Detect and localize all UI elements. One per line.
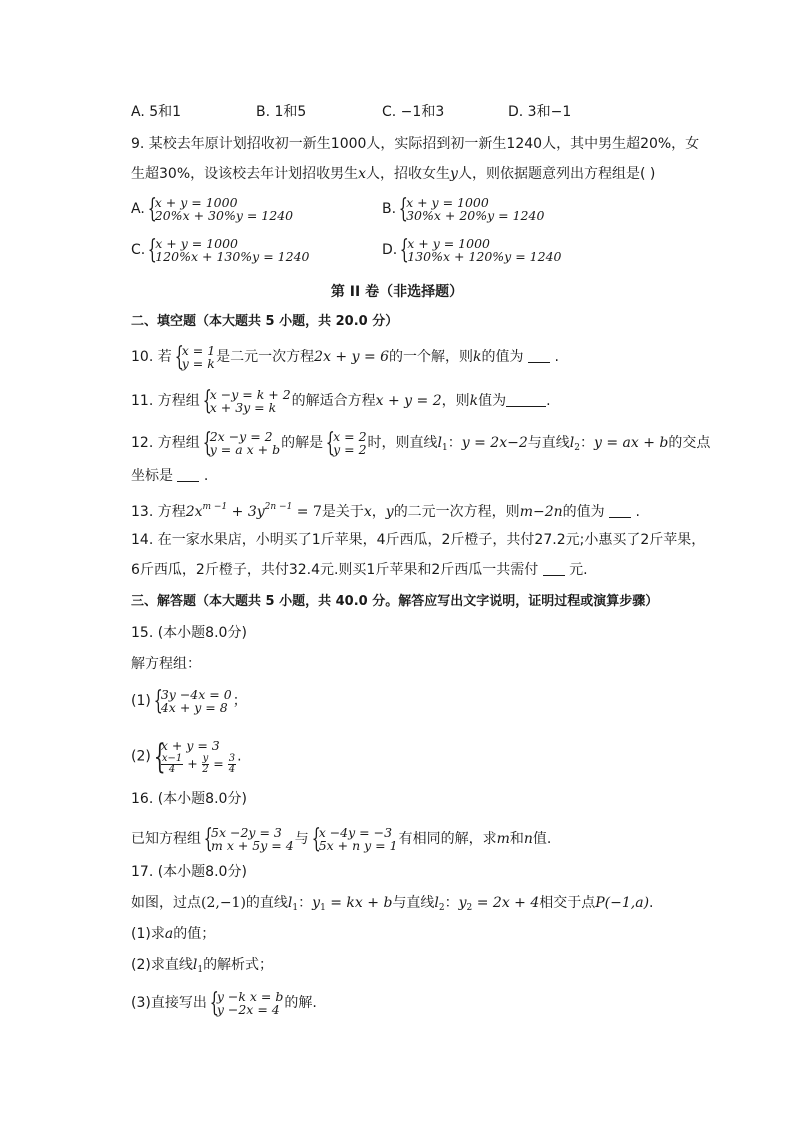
q15-part1: (1) { 3y −4x = 0 4x + y = 8 ； xyxy=(131,686,247,716)
q9-option-a: A. { x + y = 1000 20%x + 30%y = 1240 xyxy=(131,194,294,224)
answer-blank[interactable] xyxy=(506,394,546,407)
q15-part2: (2) { x + y = 3 $\frac{x-1}{4}$ + $\frac{y}{2}$ = $\frac{3}{4}$ . xyxy=(131,736,242,777)
q8-option-d: D. 3和−1 xyxy=(508,104,572,120)
q17-stem: 如图，过点(2,−1)的直线$l_1$：$y_1$ = kx + b与直线$l_2$：$y_2 = 2x + 4$相交于点P(−1,a). xyxy=(131,895,654,913)
q13: 13. 方程$2x^{m -1} + 3y^{2n -1} = 7$是关于x，y的二元一次方程，则m−2n的值为 . xyxy=(131,502,640,520)
section2-heading: 二、填空题（本大题共 5 小题，共 20.0 分） xyxy=(131,314,399,329)
q9-line1: 9. 某校去年原计划招收初一新生1000人，实际招到初一新生1240人，其中男生超20%，女 xyxy=(131,136,700,152)
q9-option-d: D. { x + y = 1000 130%x + 120%y = 1240 xyxy=(382,235,562,265)
q17-sub1: (1)求a的值； xyxy=(131,926,216,942)
q8-option-a: A. 5和1 xyxy=(131,104,182,120)
q12-line1: 12. 方程组 { 2x −y = 2 y = a x + b 的解是 { x = 2 y = 2 时，则直线$l_1$：y = 2x−2与直线$l_2$：y = ax + b的交点 xyxy=(131,428,711,458)
q17-sub2: (2)求直线$l_1$的解析式； xyxy=(131,957,274,975)
q16-head: 16. (本小题8.0分) xyxy=(131,791,247,807)
q10: 10. 若 { x = 1 y = k 是二元一次方程2x + y = 6的一个解，则k的值为 . xyxy=(131,342,559,372)
q16-body: 已知方程组 { 5x −2y = 3 m x + 5y = 4 与 { x −4y = −3 5x + n y = 1 有相同的解，求m和n值. xyxy=(131,824,552,854)
q17-head: 17. (本小题8.0分) xyxy=(131,864,247,880)
q9-option-c: C. { x + y = 1000 120%x + 130%y = 1240 xyxy=(131,235,310,265)
q15-intro: 解方程组： xyxy=(131,656,201,672)
q14-line1: 14. 在一家水果店，小明买了1斤苹果，4斤西瓜，2斤橙子，共付27.2元;小惠买了2斤苹果， xyxy=(131,532,706,548)
q11: 11. 方程组 { x −y = k + 2 x + 3y = k 的解适合方程x + y = 2，则k值为 . xyxy=(131,386,551,416)
q14-line2: 6斤西瓜，2斤橙子，共付32.4元.则买1斤苹果和2斤西瓜一共需付 元. xyxy=(131,562,588,578)
answer-blank[interactable] xyxy=(609,505,631,518)
answer-blank[interactable] xyxy=(543,563,565,576)
answer-blank[interactable] xyxy=(177,469,199,482)
q15-head: 15. (本小题8.0分) xyxy=(131,625,247,641)
q9-line2: 生超30%，设该校去年计划招收男生x人，招收女生y人，则依据题意列出方程组是( ) xyxy=(131,166,656,182)
q8-option-b: B. 1和5 xyxy=(256,104,307,120)
q9-option-b: B. { x + y = 1000 30%x + 20%y = 1240 xyxy=(382,194,545,224)
q17-sub3: (3)直接写出 { y −k x = b y −2x = 4 的解. xyxy=(131,988,317,1018)
part2-title: 第 II 卷（非选择题） xyxy=(330,284,464,300)
section3-heading: 三、解答题（本大题共 5 小题，共 40.0 分。解答应写出文字说明，证明过程或演算步骤） xyxy=(131,594,659,609)
answer-blank[interactable] xyxy=(528,350,550,363)
q12-line2: 坐标是 . xyxy=(131,468,209,484)
q8-option-c: C. −1和3 xyxy=(382,104,445,120)
